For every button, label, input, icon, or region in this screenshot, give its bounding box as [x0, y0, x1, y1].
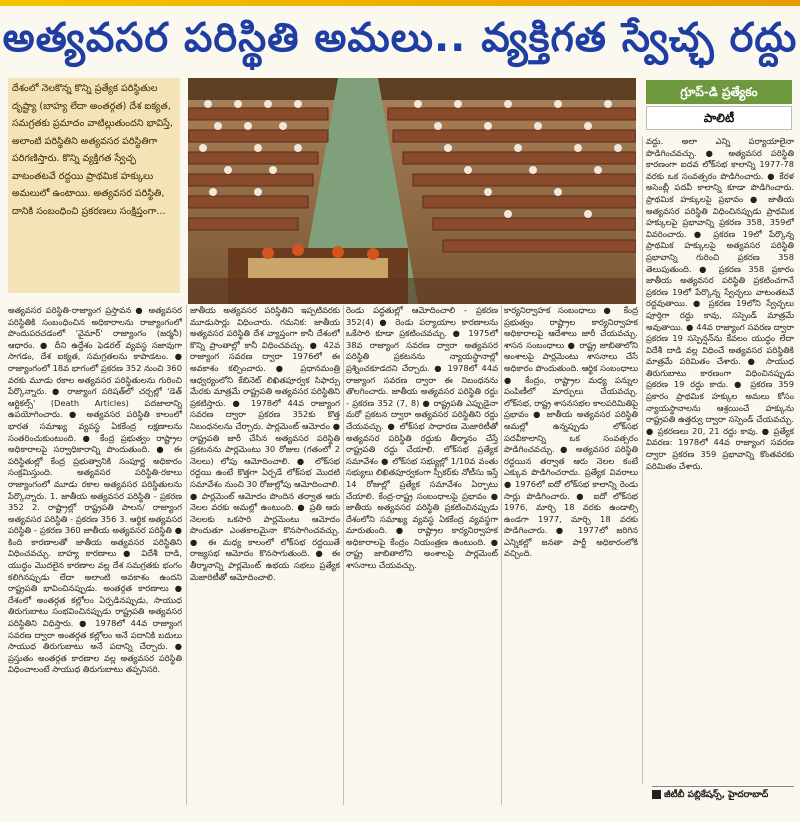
column-divider [186, 305, 187, 805]
article-column-2: జాతీయ అత్యవసర పరిస్థితిని ఇప్పటివరకు మూడుసార్లు విధించారు. గమనిక: జాతీయ అత్యవసర పరిస్థితి దేశ వ్యాప్తంగా కానీ దేశంలో కొన్ని ప్రాంతాల్లో కానీ విధించవచ్చు. ● 42వ రాజ్యాంగ సవరణ ద్వారా 1976లో ఈ అవకాశం కల్పించారు. ● ప్రధానమంత్రి ఆధ్వర్యంలోని కేబినెట్ లిఖితపూర్వక సిఫార్సు మేరకు మాత్రమే రాష్ట్రపతి అత్యవసర పరిస్థితిని ప్రకటిస్తారు. ● 1978లో 44వ రాజ్యాంగ సవరణ ద్వారా ప్రకరణ 352కు కొత్త నిబంధనలను చేర్చారు. పార్లమెంట్ ఆమోదం ● రాష్ట్రపతి జారీ చేసిన అత్యవసర పరిస్థితి ప్రకటనను పార్లమెంటు 30 రోజుల (గతంలో 2 నెలలు) లోపు ఆమోదించాలి. ● లోక్‌సభ రద్దయి ఉంటే కొత్తగా ఏర్పడే లోక్‌సభ మొదటి సమావేశం నుంచి 30 రోజుల్లోపు ఆమోదించాలి. ● పార్లమెంట్ ఆమోదం పొందిన తర్వాత ఆరు నెలల వరకు అమల్లో ఉంటుంది. ● ప్రతి ఆరు నెలలకు ఒకసారి పార్లమెంటు ఆమోదం పొందుతూ ఎంతకాలమైనా కొనసాగించవచ్చు. ● ఈ మధ్య కాలంలో లోక్‌సభ రద్దయితే రాజ్యసభ ఆమోదం కొనసాగుతుంది. ● ఈ తీర్మానాన్ని పార్లమెంట్ ఉభయ సభలు ప్రత్యేక మెజారిటీతో ఆమోదించాలి. [190, 305, 340, 582]
parliament-photo [188, 78, 636, 304]
byline-box-icon [652, 790, 661, 799]
article-column-3: రెండు పద్ధతుల్లో ఆమోదించాలి - ప్రకరణ 352(4) ● రెండు పర్యాయాల కారణాలను ఒకేసారి కూడా ప్రకటించవచ్చు. ● 1975లో 38వ రాజ్యాంగ సవరణ ద్వారా అత్యవసర పరిస్థితి ప్రకటనను న్యాయస్థానాల్లో ప్రశ్నించకూడదని చేర్చారు. ● 1978లో 44వ రాజ్యాంగ సవరణ ద్వారా ఈ నిబంధనను తొలగించారు. జాతీయ అత్యవసర పరిస్థితి రద్దు - ప్రకరణ 352 (7, 8) ● రాష్ట్రపతి ఎప్పుడైనా మరో ప్రకటన ద్వారా అత్యవసర పరిస్థితిని రద్దు చేయవచ్చు. ● లోక్‌సభ సాధారణ మెజారిటీతో అత్యవసర పరిస్థితి రద్దుకు తీర్మానం చేస్తే రాష్ట్రపతి రద్దు చేయాలి. లోక్‌సభ ప్రత్యేక సమావేశం ● లోక్‌సభ సభ్యుల్లో 1/10వ వంతు సభ్యులు లిఖితపూర్వకంగా స్పీకర్‌కు నోటీసు ఇస్తే 14 రోజుల్లో ప్రత్యేక సమావేశం ఏర్పాటు చేయాలి. కేంద్ర-రాష్ట్ర సంబంధాలపై ప్రభావం ● జాతీయ అత్యవసర పరిస్థితి ప్రకటించినప్పుడు దేశంలోని సమాఖ్య వ్యవస్థ ఏకకేంద్ర వ్యవస్థగా మారుతుంది. ● రాష్ట్రాల కార్యనిర్వాహక అధికారాలపై కేంద్రం నియంత్రణ ఉంటుంది. ● రాష్ట్ర జాబితాలోని అంశాలపై పార్లమెంట్ శాసనాలు చేయవచ్చు. [346, 305, 498, 571]
article-column-1: అత్యవసర పరిస్థితి-రాజ్యాంగ ప్రస్తావన ● అత్యవసర పరిస్థితికి సంబంధించిన అధికారాలను రాజ్యాంగంలో పొందుపరచడంలో 'వైమార్' రాజ్యాంగం (జర్మనీ) ఆధారం. ● దీని ఉద్దేశం ఫెడరల్ వ్యవస్థ సజావుగా సాగడం, దేశ ఐక్యత, సమగ్రతలను కాపాడటం. ● రాజ్యాంగంలో 18వ భాగంలో ప్రకరణ 352 నుంచి 360 వరకు మూడు రకాల అత్యవసర పరిస్థితులను గురించి పేర్కొన్నారు. ● రాజ్యాంగ పరిషత్‌లో చర్చల్లో 'డెత్ ఆర్టికల్స్' (Death Articles) పదజాలాన్ని ఉపయోగించారు. ● అత్యవసర పరిస్థితి కాలంలో భారత సమాఖ్య వ్యవస్థ ఏకకేంద్ర లక్షణాలను సంతరించుకుంటుంది. ● కేంద్ర ప్రభుత్వం రాష్ట్రాల అధికారాలపై సర్వాధికారాన్ని పొందుతుంది. ● ఈ పరిస్థితుల్లో కేంద్ర ప్రభుత్వానికి సంపూర్ణ అధికారం సంక్రమిస్తుంది. అత్యవసర పరిస్థితి-రకాలు రాజ్యాంగంలో మూడు రకాల అత్యవసర పరిస్థితులను పేర్కొన్నారు. 1. జాతీయ అత్యవసర పరిస్థితి - ప్రకరణ 352 2. రాష్ట్రాల్లో రాష్ట్రపతి పాలన/ రాజ్యాంగ అత్యవసర పరిస్థితి - ప్రకరణ 356 3. ఆర్థిక అత్యవసర పరిస్థితి - ప్రకరణ 360 జాతీయ అత్యవసర పరిస్థితి ● కింది కారణాలతో జాతీయ అత్యవసర పరిస్థితిని విధించవచ్చు. బాహ్య కారణాలు ● విదేశీ దాడి, యుద్ధం మొదలైన కారణాల వల్ల దేశ సమగ్రతకు భంగం కలిగినప్పుడు లేదా అలాంటి అవకాశం ఉందని రాష్ట్రపతి భావించినప్పుడు. అంతర్గత కారణాలు ● దేశంలో అంతర్గత కల్లోలం ఏర్పడినప్పుడు, సాయుధ తిరుగుబాటు సంభవించినప్పుడు రాష్ట్రపతి అత్యవసర పరిస్థితిని విధిస్తారు. ● 1978లో 44వ రాజ్యాంగ సవరణ ద్వారా అంతర్గత కల్లోలం అనే పదానికి బదులు సాయుధ తిరుగుబాటు అనే పదాన్ని చేర్చారు. ● ప్రస్తుతం అంతర్గత కారణాల వల్ల అత్యవసర పరిస్థితి విధించాలంటే సాయుధ తిరుగుబాటు తప్పనిసరి. [8, 305, 182, 675]
headline: అత్యవసర పరిస్థితి అమలు.. వ్యక్తిగత స్వేచ్ఛ రద్దు [2, 15, 798, 61]
column-divider [642, 136, 643, 784]
article-column-4: కార్యనిర్వాహక సంబంధాలు ● కేంద్ర ప్రభుత్వం రాష్ట్రాల కార్యనిర్వాహక అధికారాలపై ఆదేశాలు జారీ చేయవచ్చు. శాసన సంబంధాలు ● రాష్ట్ర జాబితాలోని అంశాలపై పార్లమెంటు శాసనాలు చేసే అధికారం పొందుతుంది. ఆర్థిక సంబంధాలు ● కేంద్రం, రాష్ట్రాల మధ్య పన్నుల పంపిణీలో మార్పులు చేయవచ్చు. లోక్‌సభ, రాష్ట్ర శాసనసభల కాలపరిమితిపై ప్రభావం ● జాతీయ అత్యవసర పరిస్థితి అమల్లో ఉన్నప్పుడు లోక్‌సభ పదవీకాలాన్ని ఒక సంవత్సరం పొడిగించవచ్చు. ● అత్యవసర పరిస్థితి రద్దయిన తర్వాత ఆరు నెలల కంటే ఎక్కువ పొడిగించరాదు. ప్రత్యేక వివరాలు ● 1976లో ఐదో లోక్‌సభ కాలాన్ని రెండు సార్లు పొడిగించారు. ● ఐదో లోక్‌సభ 1976, మార్చి 18 వరకు ఉండాల్సి ఉండగా 1977, మార్చి 18 వరకు పొడిగించారు. ● 1977లో జరిగిన ఎన్నికల్లో జనతా పార్టీ అధికారంలోకి వచ్చింది. [504, 305, 638, 559]
column-divider [501, 305, 502, 805]
byline [652, 786, 794, 803]
article-column-5: వద్దు. అలా ఎన్ని పర్యాయాలైనా పొడిగించవచ్చు. ● అత్యవసర పరిస్థితి కారణంగా ఐదవ లోక్‌సభ కాలాన్ని 1977-78 వరకు ఒక సంవత్సరం పొడిగించారు. ● కేరళ అసెంబ్లీ పదవీ కాలాన్ని కూడా పొడిగించారు. ప్రాథమిక హక్కులపై ప్రభావం ● జాతీయ అత్యవసర పరిస్థితి విధించినప్పుడు ప్రాథమిక హక్కులపై ప్రభావాన్ని ప్రకరణ 358, 359లో వివరించారు. ● ప్రకరణ 19లో పేర్కొన్న ప్రాథమిక హక్కులపై అత్యవసర పరిస్థితి ప్రభావాన్ని గురించి ప్రకరణ 358 తెలుపుతుంది. ● ప్రకరణ 358 ప్రకారం జాతీయ అత్యవసర పరిస్థితి ప్రకటించగానే ప్రకరణ 19లో పేర్కొన్న స్వేచ్ఛలు వాటంతటవే రద్దవుతాయి. ● ప్రకరణ 19లోని స్వేచ్ఛలు పూర్తిగా రద్దు కావు, సస్పెండ్ మాత్రమే అవుతాయి. ● 44వ రాజ్యాంగ సవరణ ద్వారా ప్రకరణ 19 సస్పెన్షన్‌ను కేవలం యుద్ధం లేదా విదేశీ దాడి వల్ల విధించే అత్యవసర పరిస్థితికి మాత్రమే పరిమితం చేశారు. ● సాయుధ తిరుగుబాటు కారణంగా విధించినప్పుడు ప్రకరణ 19 రద్దు కాదు. ● ప్రకరణ 359 ప్రకారం ప్రాథమిక హక్కుల అమలు కోసం న్యాయస్థానాలను ఆశ్రయించే హక్కును రాష్ట్రపతి ఉత్తర్వు ద్వారా సస్పెండ్ చేయవచ్చు. ● ప్రకరణలు 20, 21 రద్దు కావు. ● ప్రత్యేక వివరణ: 1978లో 44వ రాజ్యాంగ సవరణ ద్వారా ప్రకరణ 359 ప్రభావాన్ని కొంతవరకు పరిమితం చేశారు. [646, 136, 794, 471]
section-tag: గ్రూప్-డి ప్రత్యేకం [646, 80, 792, 104]
column-divider [343, 305, 344, 805]
section-subject: పాలిటీ [646, 106, 792, 130]
byline-text: జీటీబీ పబ్లికేషన్స్, హైదరాబాద్ [664, 790, 769, 800]
intro-box: దేశంలో నెలకొన్న కొన్ని ప్రత్యేక పరిస్థితుల దృష్ట్యా (బాహ్య లేదా అంతర్గత) దేశ ఐక్యత, సమగ్రతకు ప్రమాదం వాటిల్లుతుందని భావిస్తే, అలాంటి పరిస్థితిని అత్యవసర పరిస్థితిగా పరిగణిస్తారు. కొన్ని వ్యక్తిగత స్వేచ్ఛ వాటంతటవే రద్దయి ప్రాథమిక హక్కులు అమలులో ఉంటాయి. అత్యవసర పరిస్థితి, దానికి సంబంధించి ప్రకరణలు సంక్షిప్తంగా... [8, 78, 180, 293]
